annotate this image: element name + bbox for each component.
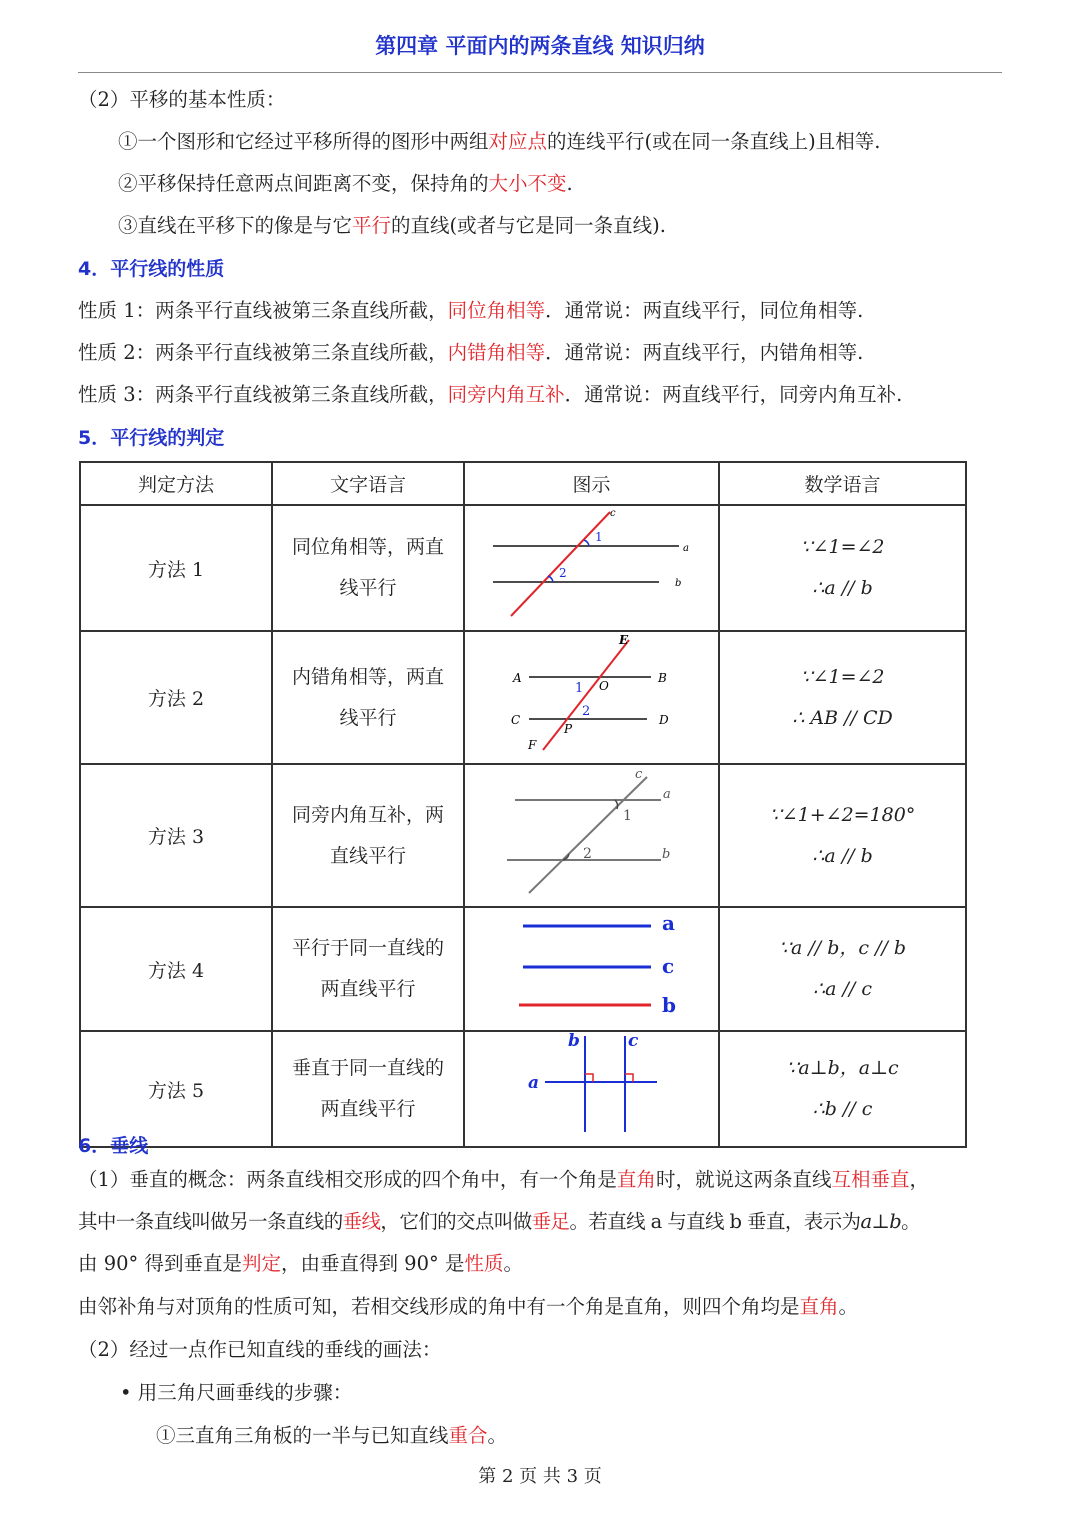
text-cell: 平行于同一直线的 两直线平行 — [272, 907, 464, 1031]
svg-text:C: C — [511, 713, 521, 727]
svg-text:D: D — [659, 713, 669, 727]
translation-prop-3: ③直线在平移下的像是与它平行的直线(或者与它是同一条直线). — [118, 214, 666, 237]
step-1: ①三直角三角板的一半与已知直线重合。 — [156, 1424, 508, 1447]
figure-co-interior-angles — [465, 765, 718, 901]
figure-cell — [464, 631, 719, 764]
svg-text:1: 1 — [623, 808, 632, 824]
svg-text:O: O — [599, 679, 609, 693]
figure-cell — [464, 1031, 719, 1147]
svg-text:b: b — [675, 578, 682, 589]
math-cell: ∵a // b，c // b ∴a // c — [719, 907, 966, 1031]
svg-text:b: b — [662, 847, 671, 862]
svg-text:c: c — [610, 508, 616, 519]
math-cell: ∵a⊥b，a⊥c ∴b // c — [719, 1031, 966, 1147]
header-method: 判定方法 — [80, 462, 272, 505]
figure-parallel-transitive — [465, 908, 718, 1025]
table-row — [80, 764, 966, 907]
header-text: 文字语言 — [272, 462, 464, 505]
math-cell: ∵∠1=∠2 ∴a // b — [719, 505, 966, 631]
math-cell: ∵∠1=∠2 ∴ AB // CD — [719, 631, 966, 764]
section4-heading: 4．平行线的性质 — [78, 258, 225, 280]
section5-heading: 5．平行线的判定 — [78, 427, 225, 449]
parallel-property-1: 性质 1：两条平行直线被第三条直线所截，同位角相等．通常说：两直线平行，同位角相等. — [78, 299, 864, 322]
svg-text:c: c — [662, 954, 675, 978]
page-footer: 第 2 页 共 3 页 — [478, 1466, 602, 1487]
triangle-ruler-steps: • 用三角尺画垂线的步骤： — [120, 1381, 353, 1404]
svg-text:2: 2 — [582, 704, 591, 719]
parallel-property-3: 性质 3：两条平行直线被第三条直线所截，同旁内角互补．通常说：两直线平行，同旁内角互补. — [78, 383, 903, 406]
svg-text:1: 1 — [575, 681, 584, 696]
judgment-table — [79, 461, 967, 1148]
svg-text:a: a — [663, 787, 671, 802]
perpendicular-concept-1: （1）垂直的概念：两条直线相交形成的四个角中，有一个角是直角时，就说这两条直线互相垂直， — [78, 1168, 929, 1191]
text-cell: 垂直于同一直线的 两直线平行 — [272, 1031, 464, 1147]
table-row — [80, 1031, 966, 1147]
perpendicular-drawing-label: （2）经过一点作已知直线的垂线的画法： — [78, 1338, 442, 1361]
svg-text:2: 2 — [583, 846, 592, 862]
text-cell: 同位角相等，两直 线平行 — [272, 505, 464, 631]
math-cell: ∵∠1+∠2=180° ∴a // b — [719, 764, 966, 907]
svg-text:1: 1 — [595, 530, 603, 544]
header-figure: 图示 — [464, 462, 719, 505]
figure-cell — [464, 505, 719, 631]
translation-label: （2）平移的基本性质： — [78, 88, 286, 111]
svg-text:a: a — [528, 1073, 540, 1093]
table-row — [80, 631, 966, 764]
method-cell: 方法 3 — [80, 764, 272, 907]
figure-cell — [464, 764, 719, 907]
svg-text:c: c — [628, 1032, 639, 1051]
perpendicular-concept-4: 由邻补角与对顶角的性质可知，若相交线形成的角中有一个角是直角，则四个角均是直角。 — [78, 1295, 859, 1318]
svg-text:P: P — [564, 722, 573, 736]
text-cell: 内错角相等，两直 线平行 — [272, 631, 464, 764]
method-cell: 方法 5 — [80, 1031, 272, 1147]
method-cell: 方法 2 — [80, 631, 272, 764]
svg-text:F: F — [528, 738, 537, 752]
svg-text:A: A — [513, 671, 522, 685]
text-cell: 同旁内角互补，两 直线平行 — [272, 764, 464, 907]
section6-heading: 6．垂线 — [78, 1135, 149, 1157]
translation-prop-1: ①一个图形和它经过平移所得的图形中两组对应点的连线平行(或在同一条直线上)且相等. — [118, 130, 881, 153]
figure-cell — [464, 907, 719, 1031]
svg-text:a: a — [683, 543, 689, 554]
perpendicular-concept-2: 其中一条直线叫做另一条直线的垂线，它们的交点叫做垂足。若直线 a 与直线 b 垂直，表示为a⊥b。 — [78, 1210, 921, 1233]
svg-text:a: a — [662, 911, 675, 935]
table-header-row — [80, 462, 966, 505]
svg-text:b: b — [568, 1032, 580, 1051]
figure-perpendicular-transitive — [465, 1032, 718, 1141]
method-cell: 方法 1 — [80, 505, 272, 631]
svg-text:b: b — [662, 993, 676, 1017]
svg-text:c: c — [635, 767, 643, 782]
figure-corresponding-angles — [465, 506, 718, 625]
table-row — [80, 907, 966, 1031]
svg-text:2: 2 — [559, 566, 567, 580]
parallel-property-2: 性质 2：两条平行直线被第三条直线所截，内错角相等．通常说：两直线平行，内错角相等. — [78, 341, 864, 364]
perpendicular-concept-3: 由 90° 得到垂直是判定，由垂直得到 90° 是性质。 — [78, 1252, 523, 1275]
header-rule — [78, 72, 1002, 73]
page-title: 第四章 平面内的两条直线 知识归纳 — [375, 34, 705, 58]
table-row — [80, 505, 966, 631]
svg-text:E: E — [619, 633, 629, 647]
method-cell: 方法 4 — [80, 907, 272, 1031]
header-math: 数学语言 — [719, 462, 966, 505]
svg-text:B: B — [658, 671, 667, 685]
figure-alternate-angles — [465, 632, 718, 758]
translation-prop-2: ②平移保持任意两点间距离不变，保持角的大小不变. — [118, 172, 573, 195]
